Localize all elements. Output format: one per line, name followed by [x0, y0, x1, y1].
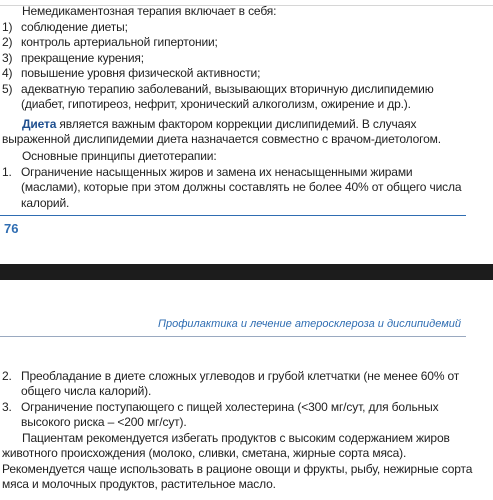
principles-list-top [2, 165, 474, 211]
list-item-text: повышение уровня физической активности; [21, 66, 261, 81]
list-item-text: соблюдение диеты; [21, 20, 128, 34]
list-item-number: 3) [2, 50, 13, 65]
diet-keyword: Диета [22, 117, 57, 131]
list-item-number: 3. [2, 399, 12, 414]
list-item [2, 51, 474, 66]
therapy-intro: Немедикаментозная терапия включает в себя: [22, 4, 277, 18]
list-item [2, 66, 474, 81]
list-item [2, 20, 474, 35]
list-item-number: 4) [2, 66, 13, 81]
list-item-number: 2) [2, 35, 13, 50]
list-item-text: Ограничение поступающего с пищей холестерина (<300 мг/сут, для больных высокого риска – <200 мг/сут). [21, 399, 439, 430]
list-item [2, 369, 474, 400]
list-item-text: Ограничение насыщенных жиров и замена их ненасыщенными жирами (маслами), которые при этом должны составлять не более 40% от общего числа калорий. [21, 165, 462, 210]
list-item [2, 165, 474, 211]
list-item-number: 1) [2, 20, 13, 34]
therapy-list [2, 20, 474, 112]
principles-list-bottom [2, 369, 474, 431]
page-number: 76 [4, 221, 19, 236]
list-item [2, 82, 474, 113]
list-item-number: 1. [2, 165, 12, 179]
header-rule [0, 336, 466, 337]
diet-paragraph-text: является важным фактором коррекции дислипидемий. В случаях выраженной дислипидемии диета назначается совместно с врачом-диетологом. [2, 117, 441, 147]
principles-heading: Основные принципы диетотерапии: [22, 149, 217, 163]
diet-paragraph [2, 117, 474, 148]
page-separator [0, 264, 493, 280]
running-head: Профилактика и лечение атеросклероза и дислипидемий [158, 318, 461, 330]
list-item-text: адекватную терапию заболеваний, вызывающих вторичную дислипидемию (диабет, гипотиреоз, нефрит, хронический алкоголизм, ожирение и др.). [21, 81, 434, 112]
footer-rule [0, 215, 466, 216]
list-item-text: контроль артериальной гипертонии; [21, 35, 218, 50]
recommendation-paragraph: Пациентам рекомендуется избегать продуктов с высоким содержанием жиров животного происхождения (молоко, сливки, сметана, жирные сорта мяса). Рекомендуется чаще использовать в рационе овощи и фрукты, рыбу, нежирные сорта мяса и молочных продуктов, растительное масло. [2, 431, 473, 492]
list-item-text: Преобладание в диете сложных углеводов и грубой клетчатки (не менее 60% от общего числа калорий). [21, 369, 460, 399]
list-item-number: 2. [2, 369, 12, 383]
list-item [2, 35, 474, 50]
list-item [2, 400, 474, 431]
list-item-text: прекращение курения; [21, 50, 144, 65]
list-item-number: 5) [2, 81, 13, 96]
book-page-77 [0, 280, 493, 500]
